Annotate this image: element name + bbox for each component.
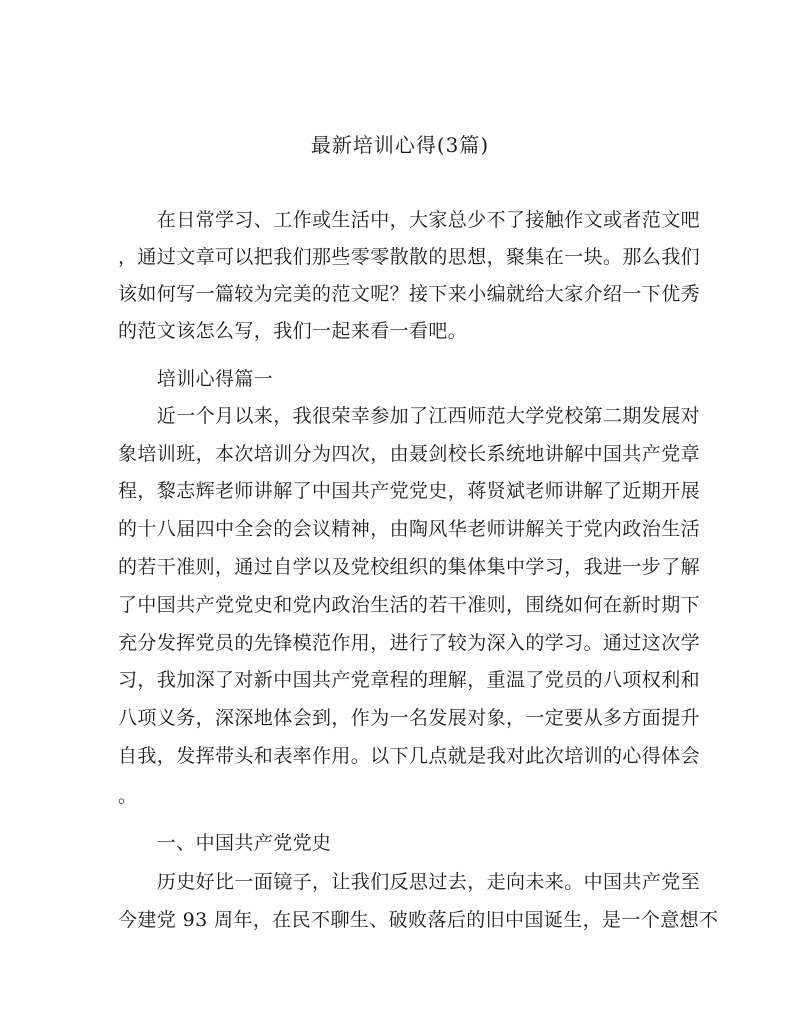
- text-line: 该如何写一篇较为完美的范文呢？接下来小编就给大家介绍一下优秀: [118, 283, 701, 305]
- text-line: 今建党 93 周年，在民不聊生、破败落后的旧中国诞生，是一个意想不: [118, 909, 719, 931]
- text-line: 近一个月以来，我很荣幸参加了江西师范大学党校第二期发展对: [118, 405, 701, 427]
- text-line: 程，黎志辉老师讲解了中国共产党党史，蒋贤斌老师讲解了近期开展: [118, 480, 701, 502]
- text-line: 历史好比一面镜子，让我们反思过去，走向未来。中国共产党至: [118, 871, 701, 893]
- text-line: 习，我加深了对新中国共产党章程的理解，重温了党员的八项权利和: [118, 669, 701, 691]
- text-line: 。: [118, 785, 138, 807]
- text-line: 了中国共产党党史和党内政治生活的若干准则，围绕如何在新时期下: [118, 594, 701, 616]
- text-line: 自我，发挥带头和表率作用。以下几点就是我对此次培训的心得体会: [118, 745, 701, 767]
- document-title: 最新培训心得(3篇): [310, 133, 490, 157]
- section-heading: 培训心得篇一: [118, 368, 274, 390]
- text-line: 充分发挥党员的先锋模范作用，进行了较为深入的学习。通过这次学: [118, 632, 701, 654]
- text-line: 八项义务，深深地体会到，作为一名发展对象，一定要从多方面提升: [118, 707, 701, 729]
- text-line: ，通过文章可以把我们那些零零散散的思想，聚集在一块。那么我们: [118, 246, 701, 268]
- text-line: 在日常学习、工作或生活中，大家总少不了接触作文或者范文吧: [118, 209, 701, 231]
- text-line: 的若干准则，通过自学以及党校组织的集体集中学习，我进一步了解: [118, 556, 701, 578]
- text-line: 象培训班，本次培训分为四次，由聂剑校长系统地讲解中国共产党章: [118, 443, 701, 465]
- text-line: 的十八届四中全会的会议精神，由陶风华老师讲解关于党内政治生活: [118, 518, 701, 540]
- section-heading: 一、中国共产党党史: [118, 832, 332, 854]
- text-line: 的范文该怎么写，我们一起来看一看吧。: [118, 320, 468, 342]
